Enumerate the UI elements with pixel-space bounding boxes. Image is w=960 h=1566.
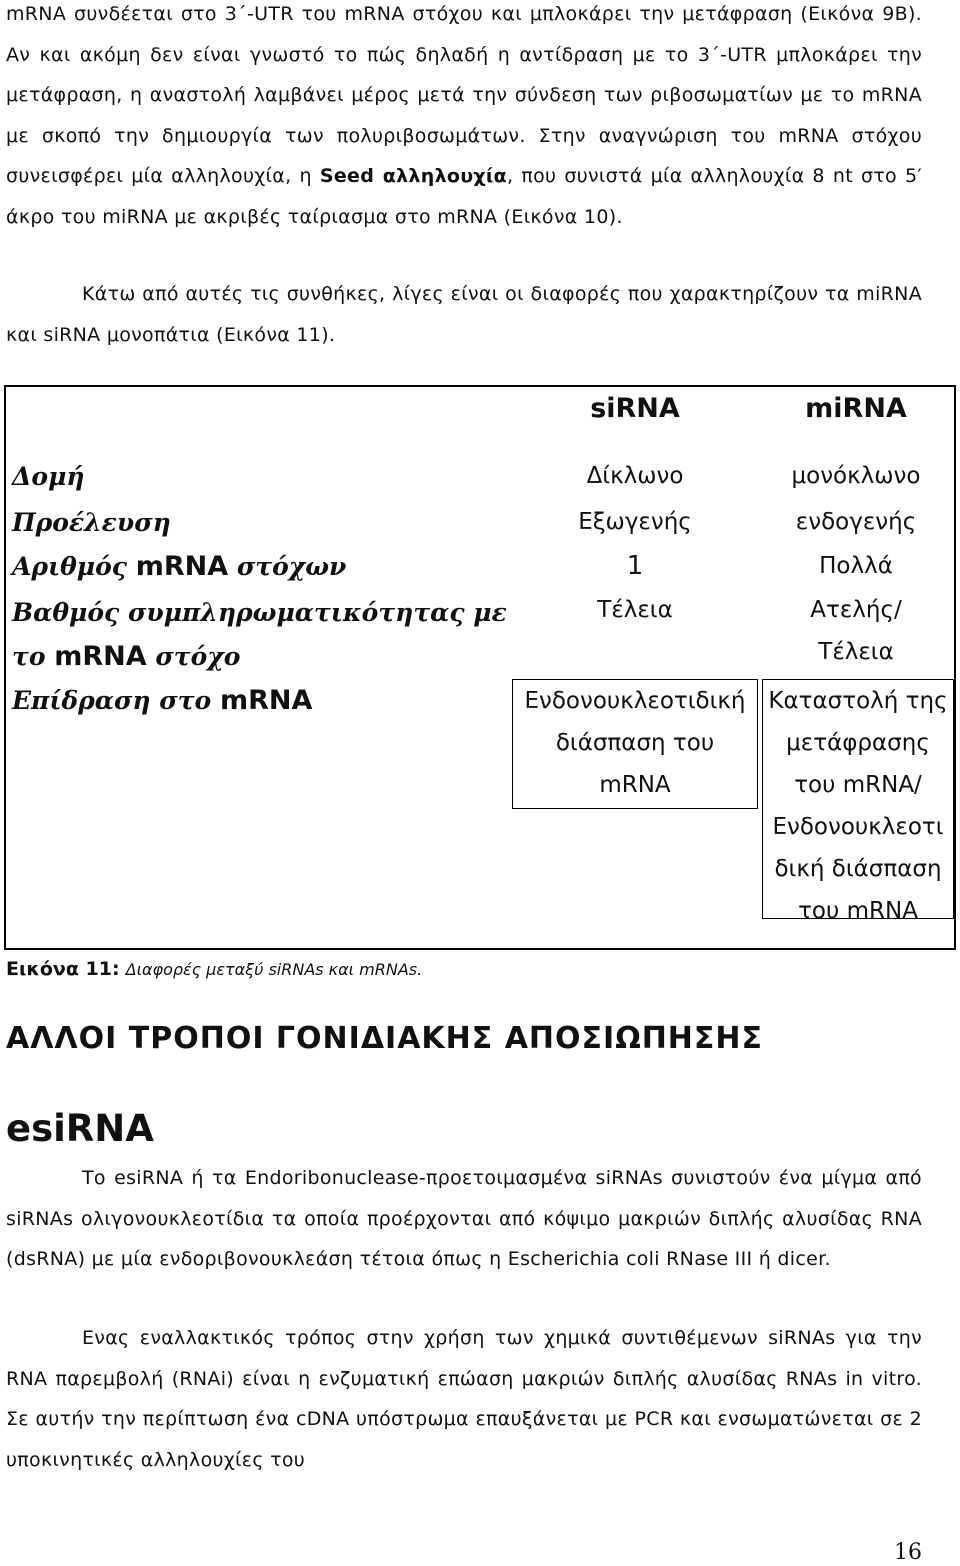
- paragraph-alternative: [6, 1318, 922, 1480]
- cell-mirna-complementarity: Ατελής/ Τέλεια: [810, 597, 902, 665]
- row-label-complementarity: Βαθμός συμπληρωματικότητας με το mRNA στόχο: [12, 598, 507, 672]
- caption-text: Διαφορές μεταξύ siRNAs και mRNAs.: [125, 960, 423, 979]
- paragraph-text: Ενας εναλλακτικός τρόπος στην χρήση των χημικά συντιθέμενων siRNAs για την RNA παρεμβολή (RNAi) είναι η ενζυματική επώαση μακριών διπλής αλυσίδας RNAs in vitro. Σε αυτήν την περίπτωση ένα cDNA υπόστρωμα επαυξάνεται με PCR και ενσωματώνεται σε 2 υποκινητικές αλληλουχίες του: [6, 1327, 922, 1471]
- paragraph-esirna: [6, 1158, 922, 1280]
- paragraph-text-end: , που συνιστά μία αλληλουχία 8 nt στο 5′ άκρο του miRNA με ακριβές ταίριασμα στο mRNA (Εικόνα 10).: [6, 165, 923, 228]
- row-label-origin: Προέλευση: [12, 508, 171, 537]
- row-label-targets: Αριθμός mRNA στόχων: [12, 551, 347, 582]
- row-label-structure: Δομή: [12, 462, 85, 491]
- cell-mirna-origin: ενδογενής: [795, 509, 917, 535]
- cell-mirna-targets: Πολλά: [819, 553, 893, 579]
- seed-term: Seed αλληλουχία: [319, 165, 507, 187]
- cell-sirna-effect: Ενδονουκλεοτιδική διάσπαση του mRNA: [512, 679, 758, 809]
- paragraph-text: Κάτω από αυτές τις συνθήκες, λίγες είναι οι διαφορές που χαρακτηρίζουν τα miRNA και siRNA μονοπάτια (Εικόνα 11).: [6, 283, 922, 346]
- cell-sirna-origin: Εξωγενής: [578, 509, 692, 535]
- col-header-mirna: miRNA: [805, 393, 907, 424]
- cell-sirna-structure: Δίκλωνο: [586, 463, 684, 489]
- section-heading: ΑΛΛΟΙ ΤΡΟΠΟΙ ΓΟΝΙΔΙΑΚΗΣ ΑΠΟΣΙΩΠΗΣΗΣ: [6, 1021, 764, 1056]
- paragraph-text: Το esiRNA ή τα Endoribonuclease-προετοιμασμένα siRNAs συνιστούν ένα μίγμα από siRNAs ολιγονουκλεοτίδια τα οποία προέρχονται από κόψιμο μακριών διπλής αλυσίδας RNA (dsRNA) με μία ενδοριβονουκλεάση τέτοια όπως η Escherichia coli RNase III ή dicer.: [6, 1167, 922, 1270]
- paragraph-intro: [6, 0, 922, 237]
- cell-mirna-effect: Καταστολή της μετάφρασης του mRNA/ Ενδονουκλεοτι δική διάσπαση του mRNA: [762, 679, 954, 919]
- cell-sirna-complementarity: Τέλεια: [597, 597, 673, 623]
- page-number: 16: [894, 1540, 922, 1565]
- paragraph-conditions: [6, 274, 922, 355]
- figure-caption: [6, 955, 422, 984]
- cell-mirna-structure: μονόκλωνο: [791, 463, 921, 489]
- col-header-sirna: siRNA: [590, 393, 680, 424]
- cell-sirna-targets: 1: [626, 551, 644, 581]
- row-label-effect: Επίδραση στο mRNA: [12, 685, 313, 716]
- paragraph-text: mRNA συνδέεται στο 3΄-UTR του mRNA στόχου και μπλοκάρει την μετάφραση (Εικόνα 9Β). Αν και ακόμη δεν είναι γνωστό το πώς δηλαδή η αντίδραση με το 3΄-UTR μπλοκάρει την μετάφραση, η αναστολή λαμβάνει μέρος μετά την σύνδεση των ριβοσωματίων με το mRNA με σκοπό την δημιουργία των πολυριβοσωμάτων. Στην αναγνώριση του mRNA στόχου συνεισφέρει μία αλληλουχία, η: [6, 3, 922, 187]
- caption-label: Εικόνα 11:: [6, 958, 120, 980]
- comparison-table: [4, 385, 956, 950]
- subsection-heading: esiRNA: [6, 1107, 154, 1150]
